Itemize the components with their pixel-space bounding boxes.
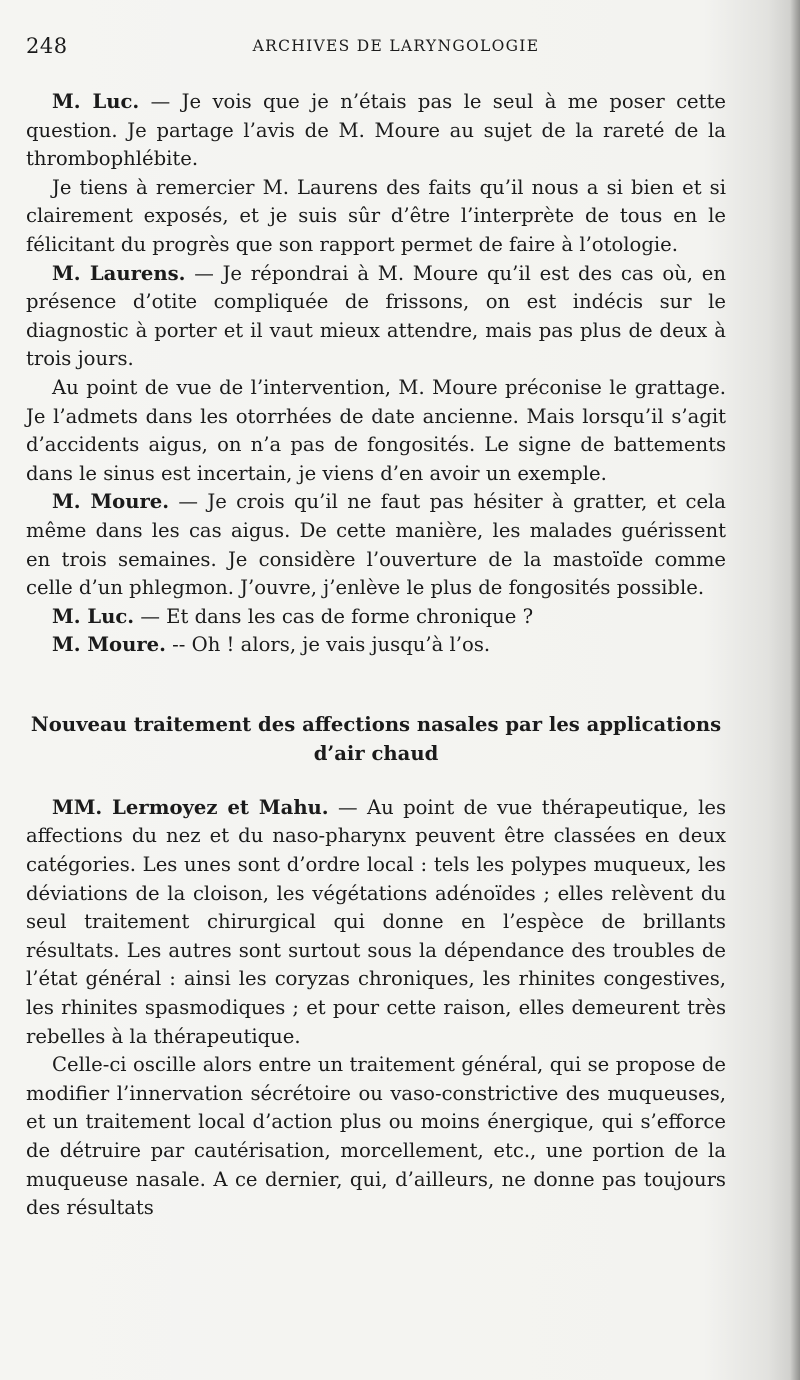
running-title: ARCHIVES DE LARYNGOLOGIE <box>252 37 540 55</box>
section-heading: Nouveau traitement des affections nasales par les applications d’air chaud <box>30 712 722 765</box>
paragraph-text: — Je répondrai à M. Moure qu’il est des cas où, en présence d’otite compliquée de frissons, on est indécis sur le diagnostic à porter et il vaut mieux attendre, mais pas plus de deux à trois jours. <box>26 261 726 371</box>
paragraph-text: — Au point de vue thérapeutique, les affections du nez et du naso-pharynx peuvent être classées en deux catégories. Les unes sont d’ordre local : tels les polypes muqueux, les déviations de la cloison, les végétations adénoïdes ; elles relèvent du seul traitement chirurgical qui donne en l’espèce de brillants résultats. Les autres sont surtout sous la dépendance des troubles de l’état général : ainsi les coryzas chroniques, les rhinites congestives, les rhinites spasmodiques ; et pour cette raison, elles demeurent très rebelles à la thérapeutique. <box>26 795 727 1048</box>
paragraph-text: — Je vois que je n’étais pas le seul à me poser cette question. Je partage l’avis de M. Moure au sujet de la rareté de la thrombophlébite. <box>26 90 726 171</box>
discussion-paragraph-5 <box>26 488 726 602</box>
page-edge-shadow <box>790 0 800 1380</box>
discussion-paragraph-7 <box>26 631 726 660</box>
section-paragraph-2 <box>26 1051 726 1223</box>
paragraph-text: Celle-ci oscille alors entre un traitement général, qui se propose de modifier l’innervation sécrétoire ou vaso-constrictive des muqueuses, et un traitement local d’action plus ou moins énergique, qui s’efforce de détruire par cautérisation, morcellement, etc., une portion de la muqueuse nasale. A ce dernier, qui, d’ailleurs, ne donne pas toujours des résultats <box>26 1053 726 1220</box>
discussion-paragraph-4 <box>26 374 726 488</box>
speaker-name: MM. Lermoyez et Mahu. <box>52 795 329 819</box>
speaker-name: M. Moure. <box>52 490 170 514</box>
section-paragraph-1 <box>26 794 726 1051</box>
page-header <box>26 34 726 64</box>
page-body <box>26 88 726 1223</box>
discussion-paragraph-6 <box>26 603 726 632</box>
speaker-name: M. Luc. <box>52 90 140 113</box>
discussion-paragraph-3 <box>26 260 726 374</box>
paragraph-text: -- Oh ! alors, je vais jusqu’à l’os. <box>165 633 491 657</box>
discussion-paragraph-1 <box>26 88 726 174</box>
speaker-name: M. Luc. <box>52 604 135 628</box>
speaker-name: M. Laurens. <box>52 261 186 285</box>
discussion-paragraph-2 <box>26 174 726 260</box>
paragraph-text: — Et dans les cas de forme chronique ? <box>134 604 534 628</box>
page-number: 248 <box>26 34 68 58</box>
speaker-name: M. Moure. <box>52 633 166 657</box>
paragraph-text: — Je crois qu’il ne faut pas hésiter à gratter, et cela même dans les cas aigus. De cette manière, les malades guérissent en trois semaines. Je considère l’ouverture de la mastoïde comme celle d’un phlegmon. J’ouvre, j’enlève le plus de fongosités possible. <box>26 490 726 600</box>
paragraph-text: Je tiens à remercier M. Laurens des faits qu’il nous a si bien et si clairement exposés, et je suis sûr d’être l’interprète de tous en le félicitant du progrès que son rapport permet de faire à l’otologie. <box>26 175 726 256</box>
paragraph-text: Au point de vue de l’intervention, M. Moure préconise le grattage. Je l’admets dans les otorrhées de date ancienne. Mais lorsqu’il s’agit d’accidents aigus, on n’a pas de fongosités. Le signe de battements dans le sinus est incertain, je viens d’en avoir un exemple. <box>26 375 726 485</box>
